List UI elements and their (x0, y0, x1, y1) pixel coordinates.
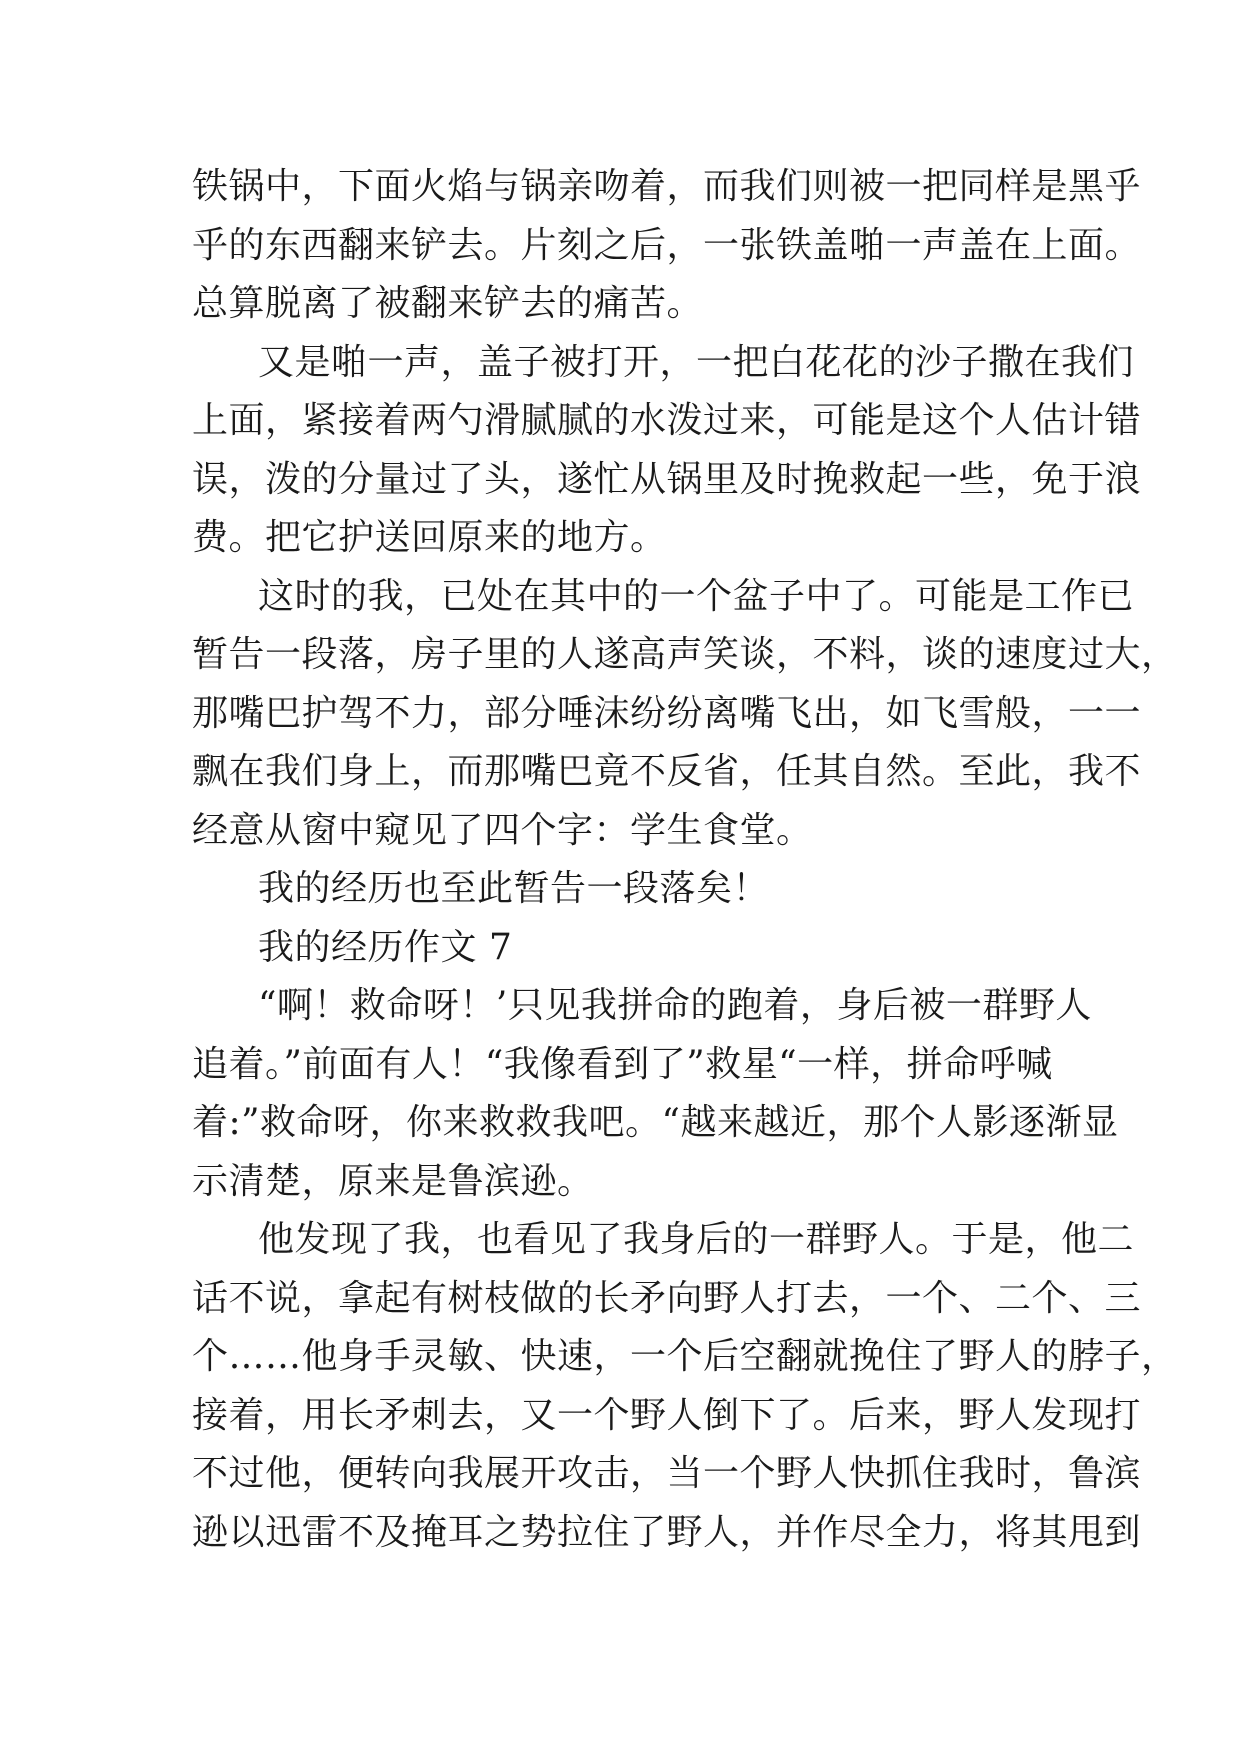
text-line: 费。把它护送回原来的地方。 (192, 517, 667, 558)
essay-text (192, 158, 1178, 1562)
text-line: 着:”救命呀，你来救救我吧。“越来越近，那个人影逐渐显 (192, 1102, 1119, 1143)
text-line: 上面，紧接着两勺滑腻腻的水泼过来，可能是这个人估计错 (192, 400, 1142, 441)
text-line: 不过他，便转向我展开攻击，当一个野人快抓住我时，鲁滨 (192, 1453, 1142, 1494)
paragraph-start-line: 他发现了我，也看见了我身后的一群野人。于是，他二 (258, 1219, 1135, 1260)
text-line: 飘在我们身上，而那嘴巴竟不反省，任其自然。至此，我不 (192, 751, 1142, 792)
text-line: 话不说，拿起有树枝做的长矛向野人打去，一个、二个、三 (192, 1277, 1142, 1319)
paragraph-start-line: 这时的我，已处在其中的一个盆子中了。可能是工作已 (258, 575, 1135, 617)
section-heading: 我的经历作文 7 (258, 926, 513, 968)
paragraph-start-line: “啊！救命呀！’只见我拼命的跑着，身后被一群野人 (258, 985, 1092, 1026)
text-line: 误，泼的分量过了头，遂忙从锅里及时挽救起一些，免于浪 (192, 458, 1142, 500)
text-line: 示清楚，原来是鲁滨逊。 (192, 1160, 594, 1202)
text-line: 个……他身手灵敏、快速，一个后空翻就挽住了野人的脖子， (192, 1336, 1178, 1377)
text-line: 接着，用长矛刺去，又一个野人倒下了。后来，野人发现打 (192, 1394, 1142, 1436)
text-line: 逊以迅雷不及掩耳之势拉住了野人，并作尽全力，将其甩到 (192, 1511, 1142, 1553)
paragraph-start-line: 我的经历也至此暂告一段落矣！ (258, 868, 770, 909)
text-line: 经意从窗中窥见了四个字：学生食堂。 (192, 809, 813, 851)
text-line: 暂告一段落，房子里的人遂高声笑谈，不料，谈的速度过大， (192, 634, 1178, 675)
text-line: 那嘴巴护驾不力，部分唾沫纷纷离嘴飞出，如飞雪般，一一 (192, 692, 1142, 734)
text-line: 追着。”前面有人！“我像看到了”救星“一样，拼命呼喊 (192, 1043, 1053, 1085)
paragraph-start-line: 又是啪一声，盖子被打开，一把白花花的沙子撒在我们 (258, 341, 1135, 383)
text-line: 乎的东西翻来铲去。片刻之后，一张铁盖啪一声盖在上面。 (192, 224, 1142, 266)
text-line: 总算脱离了被翻来铲去的痛苦。 (192, 283, 704, 324)
text-line: 铁锅中，下面火焰与锅亲吻着，而我们则被一把同样是黑乎 (192, 166, 1142, 207)
